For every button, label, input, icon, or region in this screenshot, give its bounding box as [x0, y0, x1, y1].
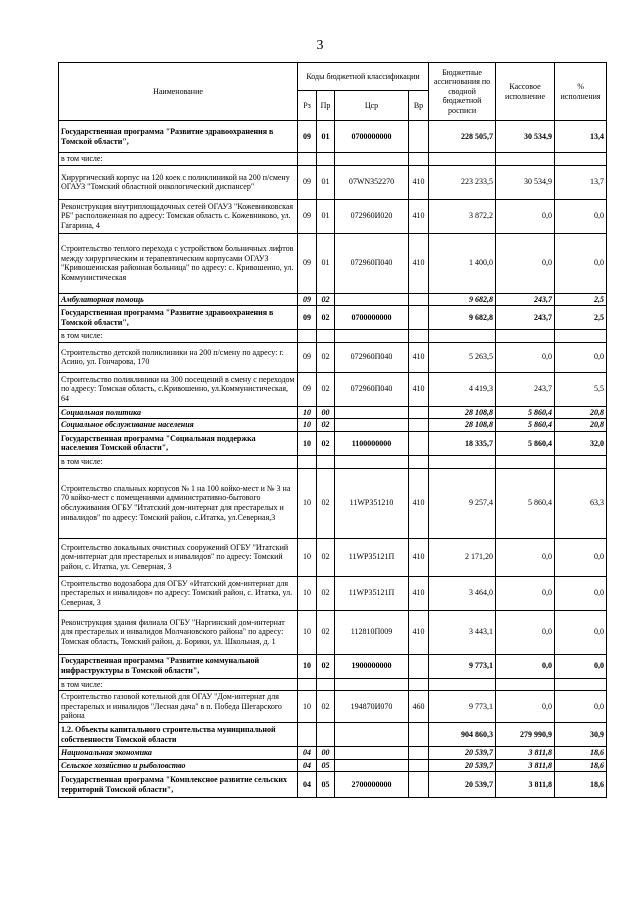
- row-vr: [409, 654, 429, 678]
- row-percent: [555, 678, 607, 691]
- row-pr: 00: [317, 747, 335, 760]
- table-row: [59, 306, 607, 330]
- row-assignment: 9 682,8: [429, 306, 496, 330]
- row-csr: [335, 330, 409, 343]
- header-name: Наименование: [59, 63, 298, 121]
- row-assignment: 4 419,3: [429, 372, 496, 406]
- row-name: Государственная программа "Развитие здравоохранения в Томской области",: [59, 121, 298, 153]
- row-csr: [335, 747, 409, 760]
- row-csr: [335, 723, 409, 747]
- row-vr: [409, 455, 429, 468]
- row-pr: 02: [317, 691, 335, 723]
- row-vr: [409, 121, 429, 153]
- row-cash: 0,0: [496, 199, 555, 233]
- row-percent: 32,0: [555, 431, 607, 455]
- row-assignment: [429, 153, 496, 166]
- table-row: [59, 165, 607, 199]
- row-vr: [409, 772, 429, 798]
- row-csr: 112810П009: [335, 610, 409, 654]
- row-assignment: 28 108,8: [429, 419, 496, 432]
- table-row: [59, 455, 607, 468]
- row-name: Строительство локальных очистных сооружений ОГБУ "Итатский дом-интернат для престарелых и инвалидов" по адресу: Томский район, с. Итатка, ул. Северная, 3: [59, 538, 298, 576]
- row-rz: 09: [298, 372, 317, 406]
- row-cash: [496, 153, 555, 166]
- row-cash: 0,0: [496, 233, 555, 293]
- row-pr: 02: [317, 654, 335, 678]
- row-percent: 2,5: [555, 306, 607, 330]
- row-name: Государственная программа "Развитие коммунальной инфраструктуры в Томской области",: [59, 654, 298, 678]
- row-vr: [409, 759, 429, 772]
- row-name: Реконструкция внутриплощадочных сетей ОГАУЗ "Кожевниковская РБ" расположенная по адресу: Томская область с. Кожевниково, ул. Гагарина, 4: [59, 199, 298, 233]
- row-pr: 02: [317, 293, 335, 306]
- row-assignment: 2 171,20: [429, 538, 496, 576]
- row-percent: 63,3: [555, 468, 607, 538]
- row-rz: 10: [298, 538, 317, 576]
- table-row: [59, 759, 607, 772]
- row-csr: [335, 419, 409, 432]
- table-row: [59, 342, 607, 372]
- header-pr: Пр: [317, 91, 335, 121]
- row-assignment: 9 773,1: [429, 654, 496, 678]
- row-vr: 410: [409, 610, 429, 654]
- header-cash: Кассовое исполнение: [496, 63, 555, 121]
- row-pr: [317, 153, 335, 166]
- table-row: [59, 406, 607, 419]
- row-name: Социальное обслуживание населения: [59, 419, 298, 432]
- row-rz: 09: [298, 233, 317, 293]
- row-vr: 410: [409, 576, 429, 610]
- table-row: [59, 199, 607, 233]
- row-pr: [317, 723, 335, 747]
- row-csr: 072960П040: [335, 372, 409, 406]
- table-row: [59, 747, 607, 760]
- row-rz: [298, 678, 317, 691]
- row-pr: 01: [317, 233, 335, 293]
- row-csr: 0700000000: [335, 306, 409, 330]
- row-assignment: 20 539,7: [429, 772, 496, 798]
- row-rz: 10: [298, 431, 317, 455]
- table-row: [59, 691, 607, 723]
- row-vr: [409, 747, 429, 760]
- row-cash: 0,0: [496, 610, 555, 654]
- row-name: Социальная политика: [59, 406, 298, 419]
- row-rz: 09: [298, 293, 317, 306]
- row-pr: 02: [317, 468, 335, 538]
- row-percent: 18,6: [555, 772, 607, 798]
- row-assignment: 9 682,8: [429, 293, 496, 306]
- row-pr: [317, 455, 335, 468]
- row-name: Хирургический корпус на 120 коек с поликлиникой на 200 п/смену ОГАУЗ "Томский областной онкологический диспансер": [59, 165, 298, 199]
- row-rz: [298, 330, 317, 343]
- row-cash: 0,0: [496, 342, 555, 372]
- row-rz: 10: [298, 691, 317, 723]
- row-percent: 0,0: [555, 610, 607, 654]
- header-percent: % исполнения: [555, 63, 607, 121]
- row-percent: 13,7: [555, 165, 607, 199]
- row-csr: 072960И020: [335, 199, 409, 233]
- row-pr: [317, 330, 335, 343]
- row-name: Государственная программа "Развитие здравоохранения в Томской области",: [59, 306, 298, 330]
- row-assignment: 5 263,5: [429, 342, 496, 372]
- row-cash: 3 811,8: [496, 759, 555, 772]
- row-cash: [496, 330, 555, 343]
- row-rz: 09: [298, 121, 317, 153]
- row-rz: 10: [298, 654, 317, 678]
- row-csr: [335, 759, 409, 772]
- row-name: Реконструкция здания филиала ОГБУ "Наргинский дом-интернат для престарелых и инвалидов Молчановского района" по адресу: Томская область, Томский район, д. Борики, ул. Школьная, д. 1: [59, 610, 298, 654]
- row-cash: 30 534,9: [496, 165, 555, 199]
- row-assignment: 9 773,1: [429, 691, 496, 723]
- row-csr: 0700000000: [335, 121, 409, 153]
- row-cash: 5 860,4: [496, 431, 555, 455]
- row-cash: 0,0: [496, 538, 555, 576]
- row-percent: 13,4: [555, 121, 607, 153]
- table-row: [59, 723, 607, 747]
- row-name: в том числе:: [59, 455, 298, 468]
- row-csr: 1100000000: [335, 431, 409, 455]
- row-percent: [555, 330, 607, 343]
- row-cash: 5 860,4: [496, 406, 555, 419]
- row-csr: 11WP351210: [335, 468, 409, 538]
- row-pr: 02: [317, 342, 335, 372]
- row-vr: [409, 293, 429, 306]
- row-pr: 02: [317, 576, 335, 610]
- row-vr: [409, 419, 429, 432]
- row-rz: 04: [298, 772, 317, 798]
- row-pr: 02: [317, 538, 335, 576]
- row-vr: 410: [409, 468, 429, 538]
- row-vr: [409, 678, 429, 691]
- row-cash: 5 860,4: [496, 468, 555, 538]
- row-percent: 2,5: [555, 293, 607, 306]
- row-vr: [409, 406, 429, 419]
- row-vr: [409, 306, 429, 330]
- budget-table: [58, 62, 607, 798]
- row-percent: 5,5: [555, 372, 607, 406]
- row-vr: [409, 723, 429, 747]
- table-row: [59, 431, 607, 455]
- row-name: в том числе:: [59, 153, 298, 166]
- row-percent: 30,9: [555, 723, 607, 747]
- row-rz: 09: [298, 199, 317, 233]
- row-percent: 0,0: [555, 538, 607, 576]
- row-pr: [317, 678, 335, 691]
- row-rz: 04: [298, 747, 317, 760]
- row-assignment: 904 860,3: [429, 723, 496, 747]
- row-assignment: [429, 455, 496, 468]
- row-csr: [335, 406, 409, 419]
- row-rz: 09: [298, 306, 317, 330]
- row-assignment: 3 443,1: [429, 610, 496, 654]
- row-vr: 410: [409, 372, 429, 406]
- row-percent: 18,6: [555, 759, 607, 772]
- row-cash: 5 860,4: [496, 419, 555, 432]
- row-vr: 410: [409, 233, 429, 293]
- row-cash: 243,7: [496, 293, 555, 306]
- row-csr: [335, 153, 409, 166]
- row-cash: 3 811,8: [496, 772, 555, 798]
- row-rz: 10: [298, 576, 317, 610]
- row-assignment: 1 400,0: [429, 233, 496, 293]
- row-assignment: 9 257,4: [429, 468, 496, 538]
- header-codes: Коды бюджетной классификации: [298, 63, 429, 91]
- table-row: [59, 330, 607, 343]
- row-csr: 07WN352270: [335, 165, 409, 199]
- row-csr: 2700000000: [335, 772, 409, 798]
- row-csr: 194870И070: [335, 691, 409, 723]
- table-row: [59, 654, 607, 678]
- row-cash: 30 534,9: [496, 121, 555, 153]
- row-percent: 0,0: [555, 654, 607, 678]
- row-pr: 02: [317, 610, 335, 654]
- table-row: [59, 610, 607, 654]
- header-rz: Рз: [298, 91, 317, 121]
- row-vr: 410: [409, 165, 429, 199]
- table-row: [59, 153, 607, 166]
- row-percent: 20,8: [555, 406, 607, 419]
- row-csr: [335, 455, 409, 468]
- row-vr: 410: [409, 199, 429, 233]
- row-assignment: 20 539,7: [429, 759, 496, 772]
- table-row: [59, 372, 607, 406]
- row-cash: 3 811,8: [496, 747, 555, 760]
- row-rz: 09: [298, 342, 317, 372]
- row-assignment: 18 335,7: [429, 431, 496, 455]
- table-row: [59, 121, 607, 153]
- row-name: Строительство спальных корпусов № 1 на 100 койко-мест и № 3 на 70 койко-мест с помещениями административно-бытового обслуживания ОГБУ "Итатский дом-интернат для престарелых и инвалидов" по адресу: Томский район, с.Итатка, ул.Северная,3: [59, 468, 298, 538]
- row-vr: [409, 431, 429, 455]
- row-vr: [409, 330, 429, 343]
- row-cash: 279 990,9: [496, 723, 555, 747]
- table-row: [59, 293, 607, 306]
- row-name: Строительство газовой котельной для ОГАУ "Дом-интернат для престарелых и инвалидов "Лесная дача" в п. Победа Шегарского района: [59, 691, 298, 723]
- row-rz: [298, 153, 317, 166]
- row-name: Строительство детской поликлиники на 200 п/смену по адресу: г. Асино, ул. Гончарова, 170: [59, 342, 298, 372]
- row-pr: 00: [317, 406, 335, 419]
- row-name: в том числе:: [59, 678, 298, 691]
- row-cash: 0,0: [496, 576, 555, 610]
- row-csr: [335, 678, 409, 691]
- row-rz: [298, 723, 317, 747]
- table-row: [59, 772, 607, 798]
- row-vr: 410: [409, 538, 429, 576]
- row-name: Строительство поликлиники на 300 посещений в смену с переходом по адресу: Томская область, с.Кривошеино, ул.Коммунистическая, 64: [59, 372, 298, 406]
- row-csr: 11WP35121П: [335, 538, 409, 576]
- row-name: в том числе:: [59, 330, 298, 343]
- row-pr: 02: [317, 431, 335, 455]
- row-csr: 1900000000: [335, 654, 409, 678]
- row-assignment: 28 108,8: [429, 406, 496, 419]
- row-percent: 0,0: [555, 691, 607, 723]
- row-name: Государственная программа "Комплексное развитие сельских территорий Томской области",: [59, 772, 298, 798]
- table-row: [59, 678, 607, 691]
- row-rz: 09: [298, 165, 317, 199]
- row-cash: 243,7: [496, 372, 555, 406]
- row-name: Строительство теплого перехода с устройством больничных лифтов между хирургическим и терапевтическим корпусами ОГАУЗ "Кривошеинская районная больница" по адресу: с. Кривошеино, ул. Коммунистическая: [59, 233, 298, 293]
- row-cash: 0,0: [496, 691, 555, 723]
- row-pr: 01: [317, 199, 335, 233]
- table-row: [59, 538, 607, 576]
- row-name: Сельское хозяйство и рыболовство: [59, 759, 298, 772]
- row-name: Строительство водозабора для ОГБУ «Итатский дом-интернат для престарелых и инвалидов» по адресу: Томский район, с. Итатка, ул. Северная, 3: [59, 576, 298, 610]
- row-pr: 01: [317, 165, 335, 199]
- row-vr: 460: [409, 691, 429, 723]
- header-assignments: Бюджетные ассигнования по сводной бюджетной росписи: [429, 63, 496, 121]
- row-rz: 10: [298, 610, 317, 654]
- row-percent: [555, 455, 607, 468]
- row-csr: 072960П040: [335, 233, 409, 293]
- row-csr: [335, 293, 409, 306]
- row-rz: 10: [298, 419, 317, 432]
- row-percent: 20,8: [555, 419, 607, 432]
- row-rz: 10: [298, 468, 317, 538]
- table-row: [59, 419, 607, 432]
- table-row: [59, 233, 607, 293]
- row-assignment: 20 539,7: [429, 747, 496, 760]
- row-csr: 11WP35121П: [335, 576, 409, 610]
- row-cash: 0,0: [496, 654, 555, 678]
- row-name: Государственная программа "Социальная поддержка населения Томской области",: [59, 431, 298, 455]
- page-number: 3: [316, 38, 324, 53]
- row-percent: [555, 153, 607, 166]
- row-name: 1.2. Объекты капитального строительства муниципальной собственности Томской области: [59, 723, 298, 747]
- table-row: [59, 468, 607, 538]
- row-cash: 243,7: [496, 306, 555, 330]
- row-percent: 0,0: [555, 342, 607, 372]
- row-rz: 04: [298, 759, 317, 772]
- row-cash: [496, 678, 555, 691]
- row-pr: 02: [317, 306, 335, 330]
- row-assignment: 223 233,5: [429, 165, 496, 199]
- row-vr: [409, 153, 429, 166]
- row-pr: 05: [317, 772, 335, 798]
- header-vr: Вр: [409, 91, 429, 121]
- header-csr: Цср: [335, 91, 409, 121]
- row-pr: 01: [317, 121, 335, 153]
- row-rz: 10: [298, 406, 317, 419]
- row-percent: 0,0: [555, 233, 607, 293]
- row-pr: 02: [317, 372, 335, 406]
- row-vr: 410: [409, 342, 429, 372]
- row-assignment: 228 505,7: [429, 121, 496, 153]
- row-name: Национальная экономика: [59, 747, 298, 760]
- row-assignment: [429, 678, 496, 691]
- table-row: [59, 576, 607, 610]
- row-assignment: 3 464,0: [429, 576, 496, 610]
- row-percent: 0,0: [555, 576, 607, 610]
- row-csr: 072960П040: [335, 342, 409, 372]
- row-cash: [496, 455, 555, 468]
- row-assignment: [429, 330, 496, 343]
- row-rz: [298, 455, 317, 468]
- table-body: [59, 121, 607, 798]
- row-assignment: 3 872,2: [429, 199, 496, 233]
- row-pr: 05: [317, 759, 335, 772]
- row-name: Амбулаторная помощь: [59, 293, 298, 306]
- row-percent: 18,6: [555, 747, 607, 760]
- row-pr: 02: [317, 419, 335, 432]
- row-percent: 0,0: [555, 199, 607, 233]
